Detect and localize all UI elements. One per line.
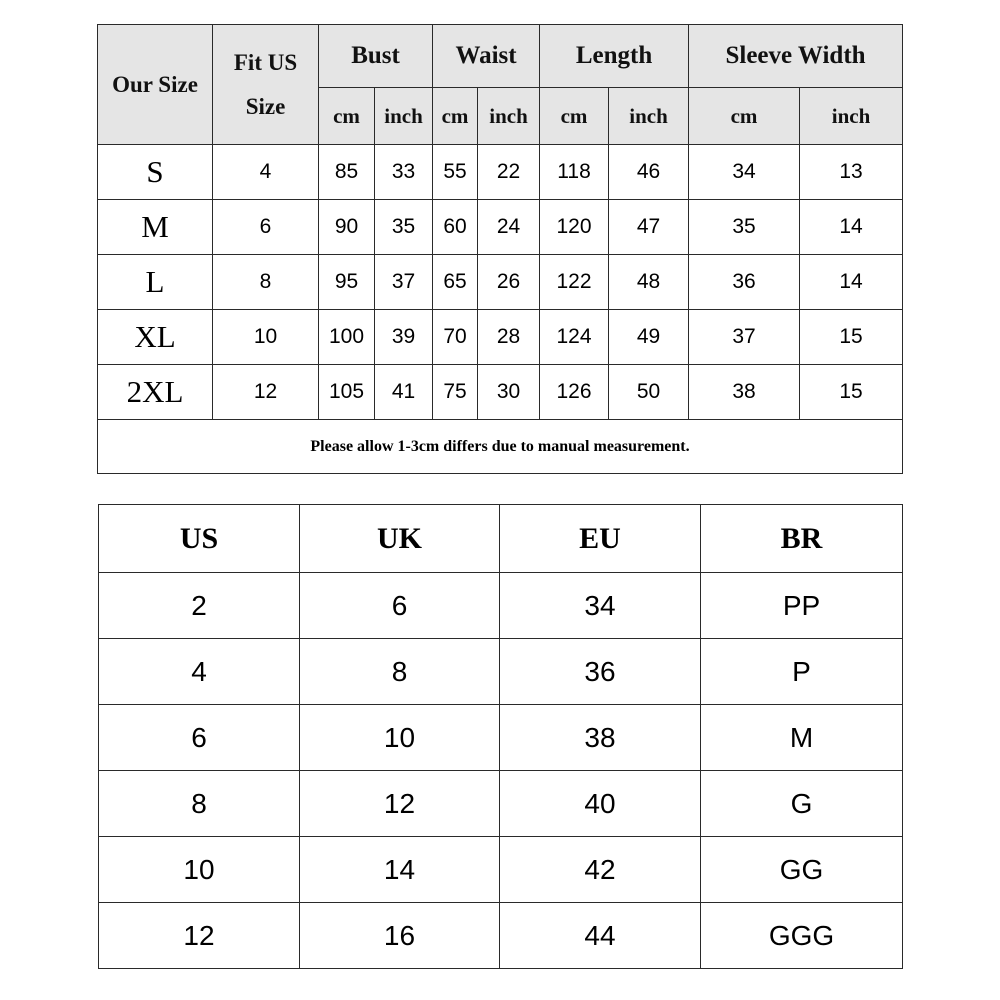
size-cell-bust-in: 39 xyxy=(375,310,433,365)
conversion-row xyxy=(99,639,903,705)
unit-waist-inch: inch xyxy=(478,88,540,145)
header-waist: Waist xyxy=(433,25,540,88)
size-cell-size: 2XL xyxy=(98,365,213,420)
size-cell-sleeve-cm: 35 xyxy=(689,200,800,255)
size-cell-waist-cm: 60 xyxy=(433,200,478,255)
size-cell-waist-in: 30 xyxy=(478,365,540,420)
size-conversion-table xyxy=(98,504,903,969)
conversion-cell-us: 8 xyxy=(99,771,300,837)
header-br: BR xyxy=(701,505,903,573)
size-cell-bust-cm: 105 xyxy=(319,365,375,420)
unit-waist-cm: cm xyxy=(433,88,478,145)
size-row xyxy=(98,255,903,310)
size-cell-us: 4 xyxy=(213,145,319,200)
size-cell-length-in: 47 xyxy=(609,200,689,255)
conversion-cell-br: GGG xyxy=(701,903,903,969)
size-cell-length-in: 50 xyxy=(609,365,689,420)
unit-bust-inch: inch xyxy=(375,88,433,145)
conversion-row xyxy=(99,705,903,771)
size-cell-waist-cm: 70 xyxy=(433,310,478,365)
header-fit-us-line2: Size xyxy=(245,93,286,119)
unit-length-inch: inch xyxy=(609,88,689,145)
conversion-cell-br: M xyxy=(701,705,903,771)
conversion-cell-br: P xyxy=(701,639,903,705)
size-cell-waist-cm: 65 xyxy=(433,255,478,310)
size-cell-size: M xyxy=(98,200,213,255)
header-sleeve-width: Sleeve Width xyxy=(689,25,903,88)
conversion-cell-br: PP xyxy=(701,573,903,639)
conversion-cell-br: GG xyxy=(701,837,903,903)
unit-bust-cm: cm xyxy=(319,88,375,145)
unit-sleeve-inch: inch xyxy=(800,88,903,145)
size-cell-bust-cm: 85 xyxy=(319,145,375,200)
header-our-size: Our Size xyxy=(98,25,213,145)
size-cell-size: S xyxy=(98,145,213,200)
header-length: Length xyxy=(540,25,689,88)
size-cell-bust-in: 33 xyxy=(375,145,433,200)
conversion-cell-uk: 12 xyxy=(300,771,500,837)
size-cell-us: 8 xyxy=(213,255,319,310)
header-us: US xyxy=(99,505,300,573)
size-row xyxy=(98,200,903,255)
conversion-cell-uk: 14 xyxy=(300,837,500,903)
size-cell-bust-cm: 90 xyxy=(319,200,375,255)
conversion-cell-eu: 36 xyxy=(500,639,701,705)
size-cell-sleeve-in: 13 xyxy=(800,145,903,200)
header-fit-us-line1: Fit US xyxy=(233,49,298,75)
size-row xyxy=(98,310,903,365)
size-cell-sleeve-cm: 38 xyxy=(689,365,800,420)
size-cell-waist-cm: 55 xyxy=(433,145,478,200)
size-cell-sleeve-in: 14 xyxy=(800,255,903,310)
conversion-cell-uk: 16 xyxy=(300,903,500,969)
size-row xyxy=(98,145,903,200)
size-cell-us: 10 xyxy=(213,310,319,365)
size-row xyxy=(98,365,903,420)
size-cell-sleeve-cm: 37 xyxy=(689,310,800,365)
size-cell-length-cm: 120 xyxy=(540,200,609,255)
size-cell-us: 6 xyxy=(213,200,319,255)
conversion-cell-us: 10 xyxy=(99,837,300,903)
size-cell-sleeve-in: 15 xyxy=(800,310,903,365)
unit-length-cm: cm xyxy=(540,88,609,145)
size-chart-table xyxy=(97,24,903,474)
conversion-header-row xyxy=(99,505,903,573)
size-cell-bust-cm: 100 xyxy=(319,310,375,365)
size-cell-size: L xyxy=(98,255,213,310)
conversion-cell-eu: 34 xyxy=(500,573,701,639)
header-eu: EU xyxy=(500,505,701,573)
size-cell-length-cm: 124 xyxy=(540,310,609,365)
conversion-cell-eu: 44 xyxy=(500,903,701,969)
conversion-row xyxy=(99,903,903,969)
conversion-cell-uk: 10 xyxy=(300,705,500,771)
conversion-row xyxy=(99,573,903,639)
conversion-cell-uk: 6 xyxy=(300,573,500,639)
conversion-body xyxy=(99,573,903,969)
size-cell-us: 12 xyxy=(213,365,319,420)
conversion-cell-eu: 38 xyxy=(500,705,701,771)
size-cell-sleeve-in: 15 xyxy=(800,365,903,420)
size-cell-size: XL xyxy=(98,310,213,365)
header-fit-us-size xyxy=(213,25,319,145)
size-chart-body xyxy=(98,145,903,420)
size-cell-length-cm: 126 xyxy=(540,365,609,420)
unit-sleeve-cm: cm xyxy=(689,88,800,145)
conversion-cell-eu: 40 xyxy=(500,771,701,837)
size-cell-waist-in: 28 xyxy=(478,310,540,365)
measurement-note: Please allow 1-3cm differs due to manual measurement. xyxy=(98,420,903,474)
conversion-cell-us: 6 xyxy=(99,705,300,771)
conversion-cell-eu: 42 xyxy=(500,837,701,903)
conversion-cell-us: 12 xyxy=(99,903,300,969)
conversion-row xyxy=(99,771,903,837)
size-cell-bust-in: 41 xyxy=(375,365,433,420)
size-cell-length-in: 48 xyxy=(609,255,689,310)
conversion-cell-uk: 8 xyxy=(300,639,500,705)
size-cell-length-in: 49 xyxy=(609,310,689,365)
size-cell-sleeve-cm: 36 xyxy=(689,255,800,310)
conversion-cell-us: 4 xyxy=(99,639,300,705)
header-uk: UK xyxy=(300,505,500,573)
size-cell-bust-cm: 95 xyxy=(319,255,375,310)
size-cell-length-cm: 118 xyxy=(540,145,609,200)
size-cell-length-in: 46 xyxy=(609,145,689,200)
size-cell-waist-cm: 75 xyxy=(433,365,478,420)
header-bust: Bust xyxy=(319,25,433,88)
size-cell-waist-in: 26 xyxy=(478,255,540,310)
size-cell-sleeve-in: 14 xyxy=(800,200,903,255)
size-cell-sleeve-cm: 34 xyxy=(689,145,800,200)
size-cell-bust-in: 37 xyxy=(375,255,433,310)
size-chart-header-row xyxy=(98,25,903,88)
size-cell-length-cm: 122 xyxy=(540,255,609,310)
size-chart-note-row xyxy=(98,420,903,474)
size-cell-waist-in: 24 xyxy=(478,200,540,255)
size-cell-waist-in: 22 xyxy=(478,145,540,200)
conversion-row xyxy=(99,837,903,903)
conversion-cell-us: 2 xyxy=(99,573,300,639)
conversion-cell-br: G xyxy=(701,771,903,837)
size-cell-bust-in: 35 xyxy=(375,200,433,255)
